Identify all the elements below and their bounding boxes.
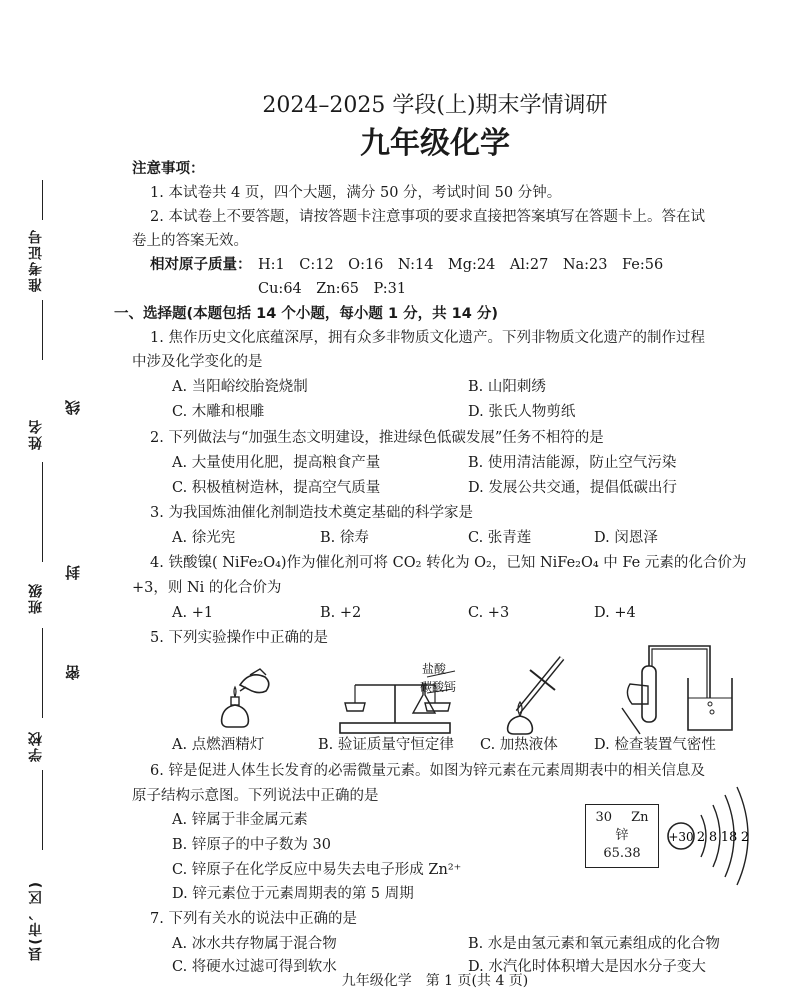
element-name: 锌 — [615, 828, 629, 843]
q1-stem: 1. 焦作历史文化底蕴深厚，拥有众多非物质文化遗产。下列非物质文化遗产的制作过程 — [150, 330, 705, 346]
q2-stem: 2. 下列做法与“加强生态文明建设，推进绿色低碳发展”任务不相符的是 — [150, 430, 604, 446]
notice-item-2-cont: 卷上的答案无效。 — [132, 233, 248, 249]
q7-option-a[interactable]: A. 冰水共存物属于混合物 — [172, 936, 337, 952]
figure-balance — [335, 663, 475, 735]
atomic-number: 30 — [595, 810, 613, 825]
q1-option-b[interactable]: B. 山阳刺绣 — [468, 379, 546, 395]
q3-option-c[interactable]: C. 张青莲 — [468, 530, 532, 546]
binding-label-exam-number: 准考证号 — [28, 228, 44, 292]
q4-option-b[interactable]: B. +2 — [320, 605, 362, 621]
section-1-heading: 一、选择题(本题包括 14 个小题，每小题 1 分，共 14 分) — [114, 306, 498, 322]
q5-option-d[interactable]: D. 检查装置气密性 — [594, 737, 716, 753]
atomic-mass-row-1: H:1 C:12 O:16 N:14 Mg:24 Al:27 Na:23 Fe:56 — [258, 257, 664, 273]
seal-char-seal: 封 — [64, 565, 82, 580]
q7-option-b[interactable]: B. 水是由氢元素和氧元素组成的化合物 — [468, 936, 720, 952]
q6-option-a[interactable]: A. 锌属于非金属元素 — [172, 812, 308, 828]
q2-option-b[interactable]: B. 使用清洁能源，防止空气污染 — [468, 455, 677, 471]
shell-1-electrons: 2 — [696, 830, 706, 845]
q3-option-a[interactable]: A. 徐光宪 — [172, 530, 236, 546]
seal-char-secret: 密 — [64, 665, 82, 680]
fill-line-exam-number — [42, 180, 43, 220]
binding-label-county: 县(市、区) — [28, 880, 44, 961]
notice-heading: 注意事项： — [132, 161, 205, 177]
q4-stem-cont: +3，则 Ni 的化合价为 — [132, 580, 282, 596]
q6-option-c[interactable]: C. 锌原子在化学反应中易失去电子形成 Zn²⁺ — [172, 862, 462, 878]
shell-2-electrons: 8 — [708, 830, 718, 845]
q4-stem: 4. 铁酸镍( NiFe₂O₄)作为催化剂可将 CO₂ 转化为 O₂，已知 NiFe₂O₄ 中 Fe 元素的化合价为 — [150, 555, 747, 571]
q6-stem: 6. 锌是促进人体生长发育的必需微量元素。如图为锌元素在元素周期表中的相关信息及 — [150, 763, 705, 779]
label-caco3: 碳酸钙 — [420, 680, 457, 694]
q4-option-d[interactable]: D. +4 — [594, 605, 636, 621]
q1-option-c[interactable]: C. 木雕和根雕 — [172, 404, 265, 420]
seal-char-line: 线 — [64, 400, 82, 415]
q5-option-a[interactable]: A. 点燃酒精灯 — [172, 737, 265, 753]
atomic-mass: 65.38 — [603, 846, 641, 861]
q6-option-b[interactable]: B. 锌原子的中子数为 30 — [172, 837, 331, 853]
fill-line-exam-number-2 — [42, 300, 43, 360]
q1-option-a[interactable]: A. 当阳峪绞胎瓷烧制 — [172, 379, 308, 395]
notice-item-2: 2. 本试卷上不要答题，请按答题卡注意事项的要求直接把答案填写在答题卡上。答在试 — [150, 209, 705, 225]
q2-option-a[interactable]: A. 大量使用化肥，提高粮食产量 — [172, 455, 381, 471]
q1-option-d[interactable]: D. 张氏人物剪纸 — [468, 404, 576, 420]
q4-option-c[interactable]: C. +3 — [468, 605, 510, 621]
atomic-mass-label: 相对原子质量： — [150, 257, 252, 273]
q1-stem-cont: 中涉及化学变化的是 — [132, 354, 263, 370]
q6-option-d[interactable]: D. 锌元素位于元素周期表的第 5 周期 — [172, 886, 414, 902]
q2-option-c[interactable]: C. 积极植树造林，提高空气质量 — [172, 480, 381, 496]
q7-stem: 7. 下列有关水的说法中正确的是 — [150, 911, 357, 927]
q7-option-d[interactable]: D. 水汽化时体积增大是因水分子变大 — [468, 959, 706, 975]
q7-option-c[interactable]: C. 将硬水过滤可得到软水 — [172, 959, 337, 975]
label-hcl: 盐酸 — [422, 662, 447, 676]
q5-option-b[interactable]: B. 验证质量守恒定律 — [318, 737, 454, 753]
periodic-table-cell-zn — [585, 804, 659, 868]
fill-line-name — [42, 462, 43, 562]
q3-stem: 3. 为我国炼油催化剂制造技术奠定基础的科学家是 — [150, 505, 473, 521]
binding-label-name: 姓名 — [28, 418, 44, 450]
binding-label-class: 班级 — [28, 582, 44, 614]
figure-airtightness — [620, 638, 740, 736]
fill-line-school — [42, 770, 43, 850]
nucleus-charge: +30 — [668, 830, 694, 844]
q3-option-b[interactable]: B. 徐寿 — [320, 530, 369, 546]
atomic-mass-row-2: Cu:64 Zn:65 P:31 — [258, 281, 407, 297]
q5-option-c[interactable]: C. 加热液体 — [480, 737, 558, 753]
shell-3-electrons: 18 — [720, 830, 738, 845]
figure-alcohol-lamp — [210, 665, 280, 730]
q3-option-d[interactable]: D. 闵恩泽 — [594, 530, 658, 546]
page-footer: 九年级化学 第 1 页(共 4 页) — [341, 973, 529, 989]
q4-option-a[interactable]: A. +1 — [172, 605, 214, 621]
q5-stem: 5. 下列实验操作中正确的是 — [150, 630, 328, 646]
binding-label-school: 学校 — [28, 730, 44, 762]
binding-margin — [0, 0, 110, 997]
figure-heating-liquid — [500, 650, 580, 740]
element-symbol: Zn — [631, 810, 649, 825]
fill-line-class — [42, 628, 43, 718]
exam-subject: 九年级化学 — [360, 126, 510, 161]
exam-title: 2024–2025 学段(上)期末学情调研 — [262, 93, 608, 118]
shell-4-electrons: 2 — [740, 830, 750, 845]
notice-item-1: 1. 本试卷共 4 页，四个大题，满分 50 分，考试时间 50 分钟。 — [150, 185, 562, 201]
zn-atom-structure-diagram — [665, 785, 775, 895]
q6-stem-cont: 原子结构示意图。下列说法中正确的是 — [132, 788, 379, 804]
q2-option-d[interactable]: D. 发展公共交通，提倡低碳出行 — [468, 480, 677, 496]
